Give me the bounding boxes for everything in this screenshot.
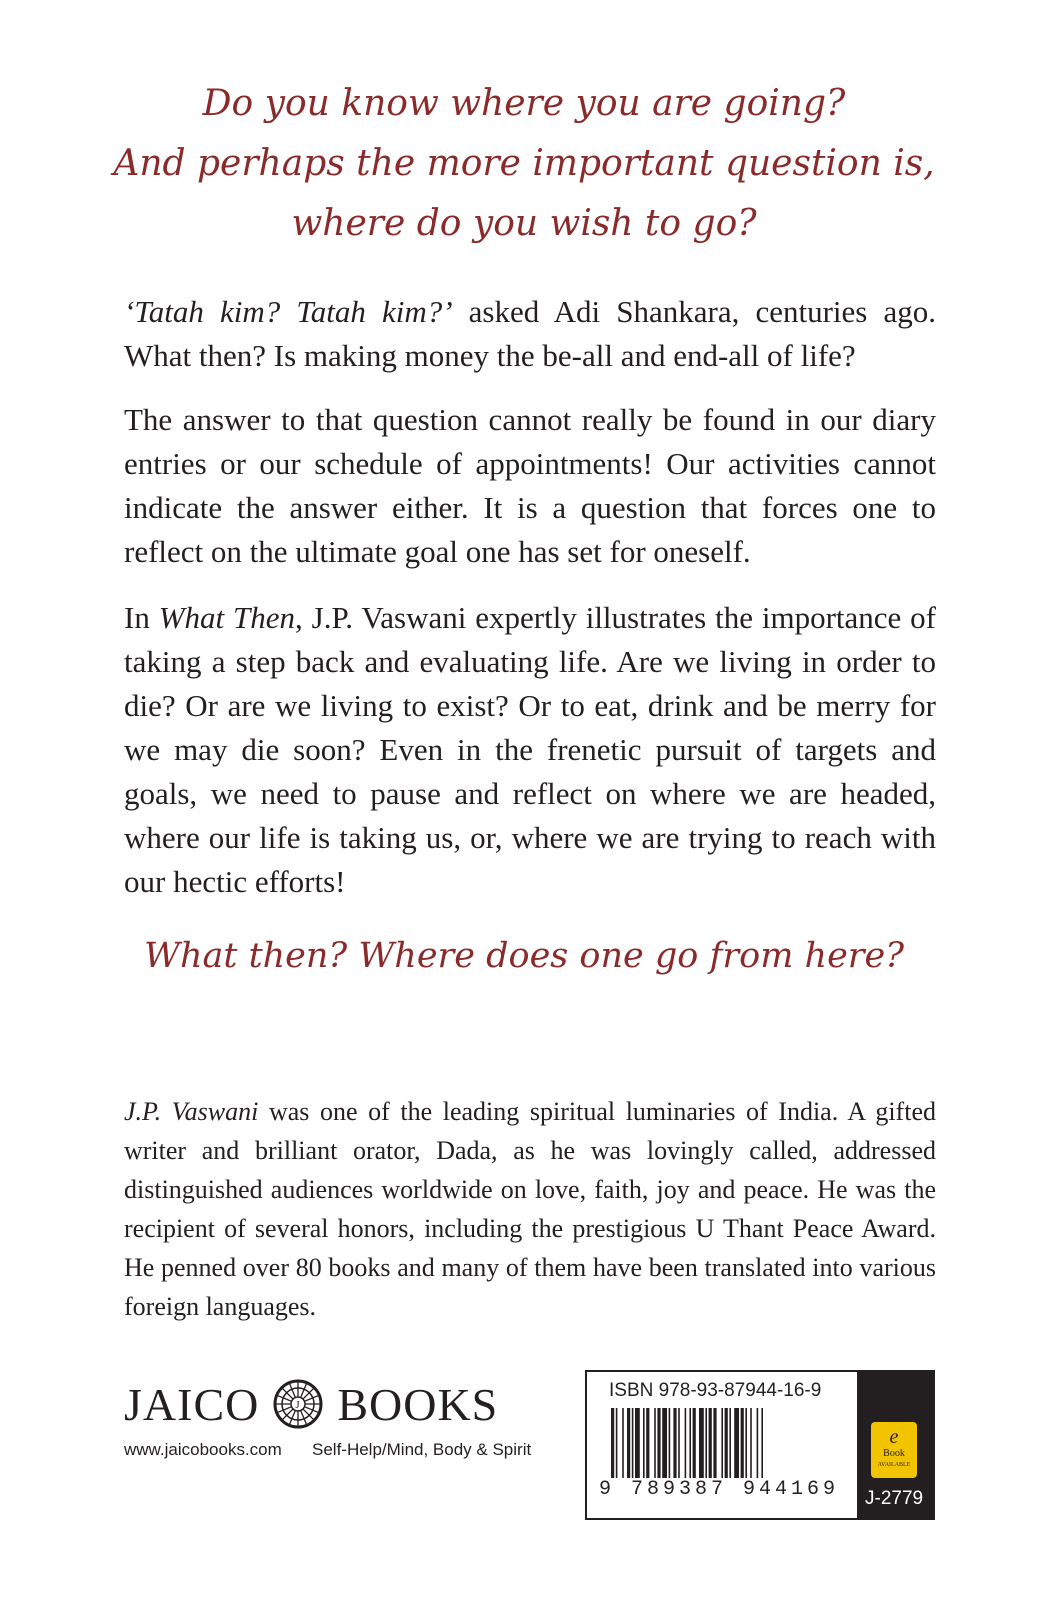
barcode-stripe	[741, 1408, 744, 1478]
svg-text:J: J	[295, 1399, 301, 1411]
headline-line-2: And perhaps the more important question is,	[113, 143, 935, 184]
barcode-stripe	[725, 1408, 728, 1478]
ebook-strip	[857, 1372, 933, 1518]
barcode-stripe	[689, 1408, 691, 1478]
author-name: J.P. Vaswani	[124, 1097, 259, 1126]
barcode-stripe	[685, 1408, 687, 1478]
publisher-name-left: JAICO	[124, 1378, 260, 1430]
barcode-stripe	[646, 1408, 649, 1478]
barcode-stripe	[729, 1408, 731, 1478]
barcode-stripe	[632, 1408, 634, 1478]
barcode-stripe	[657, 1408, 660, 1478]
publisher-logo	[124, 1376, 498, 1432]
headline-line-1: Do you know where you are going?	[202, 83, 846, 124]
summary-text: , J.P. Vaswani expertly illustrates the importance of taking a step back and evaluating life. Are we living in order to die? Or are we living to exist? Or to eat, drink and be merry for we may die soon? Even in the frenetic pursuit of targets and goals, we need to pause and reflect on where we are headed, where our life is taking us, or, where we are trying to reach with our hectic efforts!	[124, 600, 937, 899]
question-paragraph: The answer to that question cannot really be found in our diary entries or our schedule of appointments! Our activities cannot indicate the answer either. It is a question that forces one to reflect on the ultimate goal one has set for oneself.	[124, 402, 936, 569]
back-cover-headline	[0, 74, 1048, 254]
barcode-stripe	[678, 1408, 680, 1478]
barcode-stripe	[709, 1408, 712, 1478]
barcode-stripe	[750, 1408, 752, 1478]
book-title: What Then	[158, 600, 296, 635]
barcode-stripe	[616, 1408, 618, 1478]
intro-paragraph	[124, 290, 936, 378]
barcode-graphic	[611, 1408, 851, 1478]
barcode-panel	[585, 1370, 935, 1520]
summary-paragraph	[124, 596, 936, 904]
publisher-name-right: BOOKS	[337, 1378, 499, 1430]
summary-intro: In	[124, 600, 159, 635]
barcode-stripe	[699, 1408, 704, 1478]
barcode-stripe	[611, 1408, 614, 1478]
ebook-available-icon	[871, 1422, 917, 1478]
publisher-website: www.jaicobooks.com	[124, 1440, 282, 1459]
barcode-stripe	[745, 1408, 747, 1478]
ebook-letter: e	[889, 1426, 899, 1448]
ebook-label: Book	[883, 1448, 905, 1459]
barcode-digits: 9 789387 944169	[599, 1478, 840, 1501]
intro-paragraph-text: asked Adi Shankara, centuries ago. What then? Is making money the be-all and end-all of life?	[124, 294, 936, 373]
isbn-number: ISBN 978-93-87944-16-9	[609, 1380, 822, 1401]
barcode-stripe	[761, 1408, 763, 1478]
ebook-available-text: AVAILABLE	[877, 1462, 911, 1468]
chakra-wheel-icon	[273, 1379, 323, 1429]
headline-line-3: where do you wish to go?	[291, 203, 757, 244]
barcode-stripe	[713, 1408, 716, 1478]
barcode-stripe	[673, 1408, 676, 1478]
sanskrit-quote: ‘Tatah kim? Tatah kim?’	[124, 294, 453, 329]
barcode-stripe	[654, 1408, 656, 1478]
barcode-stripe	[757, 1408, 759, 1478]
barcode-stripe	[693, 1408, 696, 1478]
barcode-stripe	[635, 1408, 640, 1478]
barcode-stripe	[734, 1408, 739, 1478]
author-bio	[124, 1092, 936, 1326]
barcode-stripe	[669, 1408, 671, 1478]
barcode-stripe	[643, 1408, 645, 1478]
barcode-stripe	[662, 1408, 667, 1478]
barcode-stripe	[705, 1408, 707, 1478]
barcode-stripe	[622, 1408, 624, 1478]
barcode-stripe	[721, 1408, 723, 1478]
catalog-code: J-2779	[865, 1488, 924, 1509]
closing-question: What then? Where does one go from here?	[144, 936, 904, 976]
book-category: Self-Help/Mind, Body & Spirit	[312, 1440, 532, 1459]
barcode-stripe	[627, 1408, 630, 1478]
author-bio-text: was one of the leading spiritual luminaries of India. A gifted writer and brilliant orator, Dada, as he was lovingly called, addressed distinguished audiences worldwide on love, faith, joy and peace. He was the recipient of several honors, including the prestigious U Thant Peace Award. He penned over 80 books and many of them have been translated into various foreign languages.	[124, 1097, 936, 1321]
